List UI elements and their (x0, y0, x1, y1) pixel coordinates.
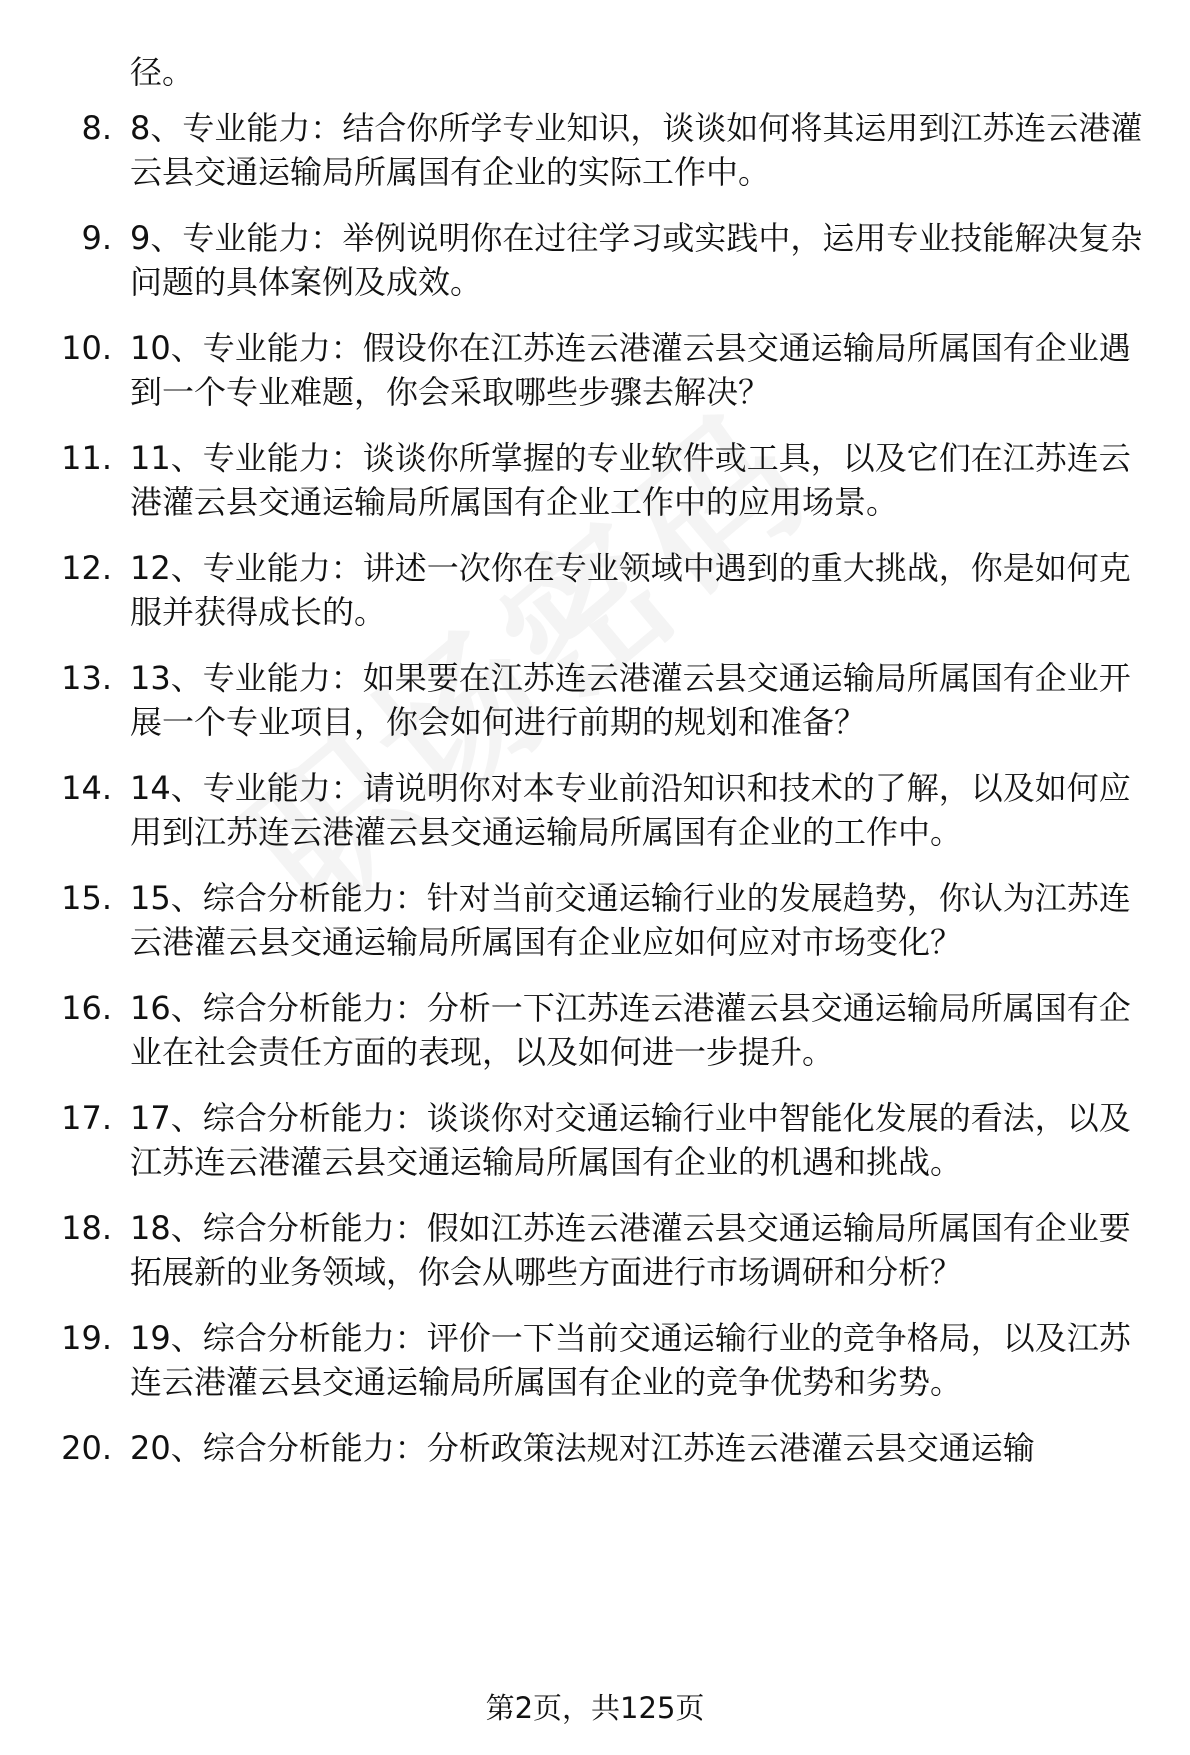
list-item-number: 12. (61, 549, 112, 587)
list-item-number: 15. (61, 879, 112, 917)
list-item-number: 9. (81, 219, 112, 257)
list-item-text: 19、综合分析能力：评价一下当前交通运输行业的竞争格局，以及江苏连云港灌云县交通运输局所属国有企业的竞争优势和劣势。 (130, 1319, 1131, 1401)
list-item-text: 18、综合分析能力：假如江苏连云港灌云县交通运输局所属国有企业要拓展新的业务领域，你会从哪些方面进行市场调研和分析？ (130, 1209, 1131, 1291)
list-item-number: 14. (61, 769, 112, 807)
list-item-text: 11、专业能力：谈谈你所掌握的专业软件或工具，以及它们在江苏连云港灌云县交通运输局所属国有企业工作中的应用场景。 (130, 439, 1131, 521)
list-item-number: 17. (61, 1099, 112, 1137)
list-item-number: 13. (61, 659, 112, 697)
list-item-text: 16、综合分析能力：分析一下江苏连云港灌云县交通运输局所属国有企业在社会责任方面的表现，以及如何进一步提升。 (130, 989, 1131, 1071)
continuation-text: 径。 (130, 53, 195, 91)
list-item-text: 13、专业能力：如果要在江苏连云港灌云县交通运输局所属国有企业开展一个专业项目，你会如何进行前期的规划和准备？ (130, 659, 1131, 741)
list-item-text: 10、专业能力：假设你在江苏连云港灌云县交通运输局所属国有企业遇到一个专业难题，你会采取哪些步骤去解决？ (130, 329, 1131, 411)
list-item (0, 1316, 1190, 1404)
list-item (0, 436, 1190, 524)
list-item (0, 216, 1190, 304)
list-item (0, 106, 1190, 194)
list-item-text: 8、专业能力：结合你所学专业知识，谈谈如何将其运用到江苏连云港灌云县交通运输局所属国有企业的实际工作中。 (130, 109, 1143, 191)
page-number-footer: 第2页，共125页 (485, 1691, 705, 1725)
list-item-text: 15、综合分析能力：针对当前交通运输行业的发展趋势，你认为江苏连云港灌云县交通运输局所属国有企业应如何应对市场变化？ (130, 879, 1131, 961)
list-item (0, 1206, 1190, 1294)
list-item (0, 1096, 1190, 1184)
list-item-number: 18. (61, 1209, 112, 1247)
list-item-number: 19. (61, 1319, 112, 1357)
list-item (0, 986, 1190, 1074)
list-item-text: 9、专业能力：举例说明你在过往学习或实践中，运用专业技能解决复杂问题的具体案例及成效。 (130, 219, 1143, 301)
list-item-number: 16. (61, 989, 112, 1027)
list-item-text: 17、综合分析能力：谈谈你对交通运输行业中智能化发展的看法，以及江苏连云港灌云县交通运输局所属国有企业的机遇和挑战。 (130, 1099, 1131, 1181)
list-item-number: 10. (61, 329, 112, 367)
list-item (0, 766, 1190, 854)
list-item (0, 876, 1190, 964)
list-item (0, 326, 1190, 414)
list-item (0, 1426, 1190, 1470)
list-item (0, 546, 1190, 634)
list-item (0, 656, 1190, 744)
list-item-text: 14、专业能力：请说明你对本专业前沿知识和技术的了解，以及如何应用到江苏连云港灌云县交通运输局所属国有企业的工作中。 (130, 769, 1131, 851)
list-item-number: 11. (61, 439, 112, 477)
question-list (0, 106, 1190, 1492)
list-item-text: 12、专业能力：讲述一次你在专业领域中遇到的重大挑战，你是如何克服并获得成长的。 (130, 549, 1131, 631)
list-item-text: 20、综合分析能力：分析政策法规对江苏连云港灌云县交通运输 (130, 1429, 1035, 1467)
list-item-number: 8. (81, 109, 112, 147)
list-item-number: 20. (61, 1429, 112, 1467)
